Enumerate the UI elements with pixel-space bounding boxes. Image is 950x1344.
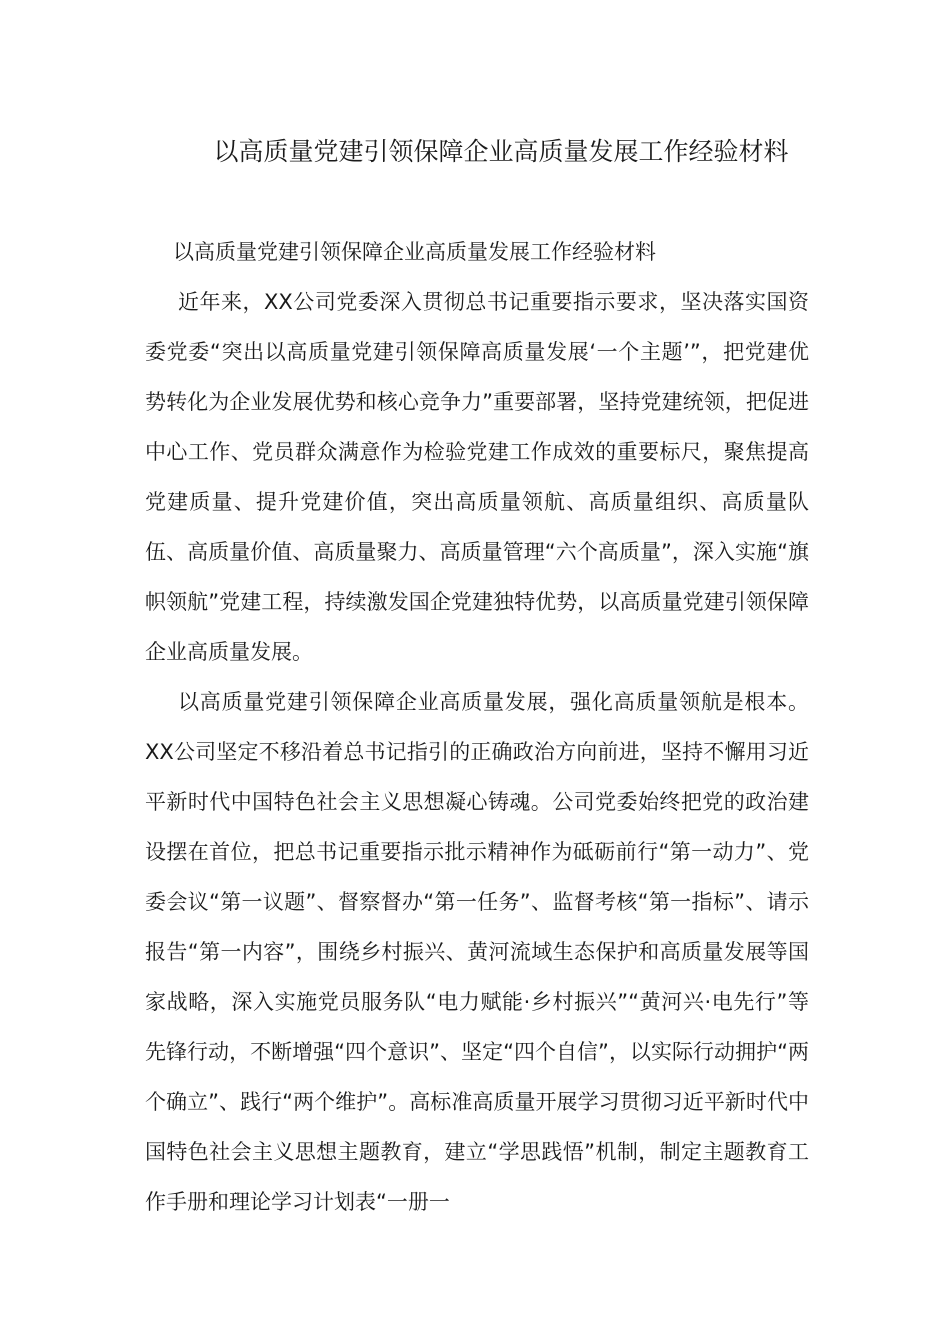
document-body <box>145 227 809 1227</box>
paragraph: 以高质量党建引领保障企业高质量发展，强化高质量领航是根本。XX公司坚定不移沿着总书记指引的正确政治方向前进，坚持不懈用习近平新时代中国特色社会主义思想凝心铸魂。公司党委始终把党的政治建设摆在首位，把总书记重要指示批示精神作为砥砺前行“第一动力”、党委会议“第一议题”、督察督办“第一任务”、监督考核“第一指标”、请示报告“第一内容”，围绕乡村振兴、黄河流域生态保护和高质量发展等国家战略，深入实施党员服务队“电力赋能·乡村振兴”“黄河兴·电先行”等先锋行动，不断增强“四个意识”、坚定“四个自信”，以实际行动拥护“两个确立”、践行“两个维护”。高标准高质量开展学习贯彻习近平新时代中国特色社会主义思想主题教育，建立“学思践悟”机制，制定主题教育工作手册和理论学习计划表“一册一 <box>145 690 809 1214</box>
paragraph: 近年来，XX公司党委深入贯彻总书记重要指示要求，坚决落实国资委党委“突出以高质量党建引领保障高质量发展‘一个主题’”，把党建优势转化为企业发展优势和核心竞争力”重要部署，坚持党建统领，把促进中心工作、党员群众满意作为检验党建工作成效的重要标尺，聚焦提高党建质量、提升党建价值，突出高质量领航、高质量组织、高质量队伍、高质量价值、高质量聚力、高质量管理“六个高质量”，深入实施“旗帜领航”党建工程，持续激发国企党建独特优势，以高质量党建引领保障企业高质量发展。 <box>145 290 809 664</box>
document-title: 以高质量党建引领保障企业高质量发展工作经验材料 <box>213 137 789 166</box>
document-subtitle: 以高质量党建引领保障企业高质量发展工作经验材料 <box>173 240 656 264</box>
